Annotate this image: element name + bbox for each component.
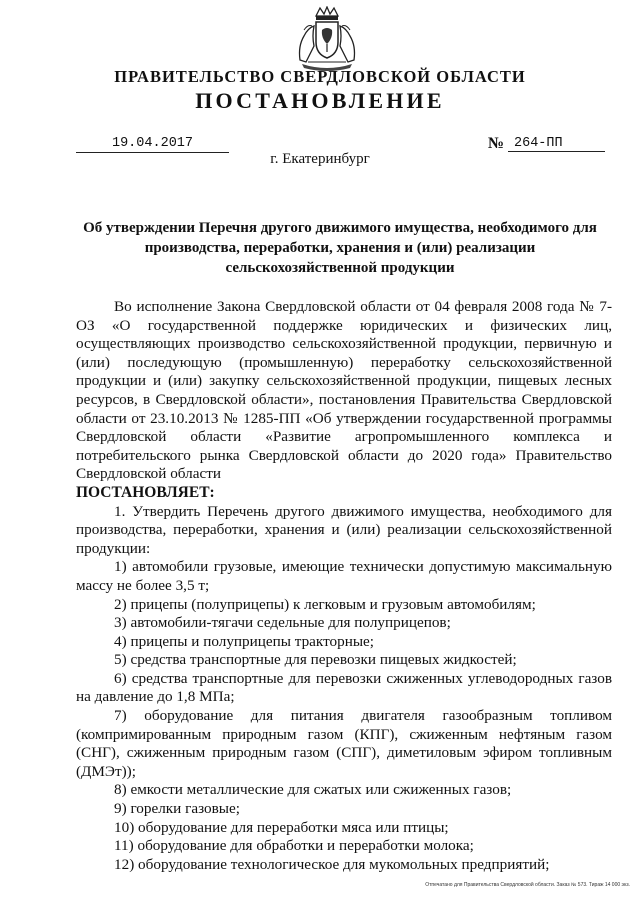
list-item: 5) средства транспортные для перевозки пищевых жидкостей; [114,651,517,669]
list-item: 8) емкости металлические для сжатых или сжиженных газов; [114,781,512,799]
list-item: 1) автомобили грузовые, имеющие технически допустимую максимальную массу не более 3,5 т; [76,558,612,594]
document-number: 264-ПП [508,136,605,152]
document-city: г. Екатеринбург [270,151,370,167]
list-item: 7) оборудование для питания двигателя газообразным топливом (компримированным природным газом (КПГ), сжиженным нефтяным газом (СНГ), сжиженным природным газом (СПГ), диметиловым эфиром топливным (ДМЭт)); [76,707,612,780]
list-item: 3) автомобили-тягачи седельные для полуприцепов; [114,614,451,632]
preamble-paragraph: Во исполнение Закона Свердловской области от 04 февраля 2008 года № 7-ОЗ «О государственной поддержке юридических и физических лиц, осуществляющих производство сельскохозяйственной продукции, первичную и (или) последующую (промышленную) переработку сельскохозяйственной продукции и (или) закупку сельскохозяйственной продукции, пищевых лесных ресурсов, в Свердловской области», постановления Правительства Свердловской области от 23.10.2013 № 1285-ПП «Об утверждении государственной программы Свердловской области «Развитие агропромышленного комплекса и потребительского рынка Свердловской области до 2020 года» Правительство Свердловской области [76,298,612,483]
list-item: 6) средства транспортные для перевозки сжиженных углеводородных газов на давление до 1,8 МПа; [76,669,612,706]
document-date: 19.04.2017 [76,136,229,153]
document-title: Об утверждении Перечня другого движимого имущества, необходимого для производства, переработки, хранения и (или) реализации сельскохозяйственной продукции [83,220,597,276]
list-item: 2) прицепы (полуприцепы) к легковым и грузовым автомобилям; [114,595,536,613]
list-item: 10) оборудование для переработки мяса или птицы; [114,818,449,836]
list-item: 9) горелки газовые; [114,800,240,818]
list-item: 12) оборудование технологическое для мукомольных предприятий; [114,855,550,873]
list-item: 4) прицепы и полуприцепы тракторные; [114,632,375,650]
list-item: 11) оборудование для обработки и переработки молока; [114,837,474,855]
government-name: ПРАВИТЕЛЬСТВО СВЕРДЛОВСКОЙ ОБЛАСТИ [114,67,526,86]
number-sign: № [488,135,505,152]
print-footer: Отпечатано для Правительства Свердловской области. Заказ № 573. Тираж 14 000 экз. [425,882,630,888]
decree-word: ПОСТАНОВЛЯЕТ: [76,483,215,501]
clause-1: 1. Утвердить Перечень другого движимого имущества, необходимого для производства, переработки, хранения и (или) реализации сельскохозяйственной продукции: [76,502,612,557]
document-type: ПОСТАНОВЛЕНИЕ [195,88,445,113]
coat-of-arms-icon [292,6,362,72]
document-body [76,298,612,874]
